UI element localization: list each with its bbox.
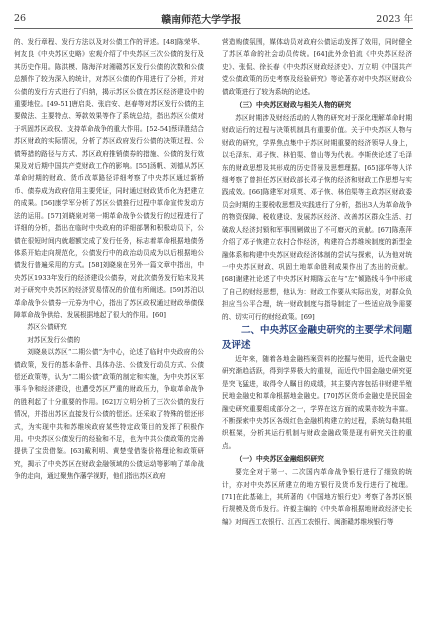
page-number: 26 [14,12,27,24]
header-divider [14,28,413,29]
section-heading: 二、中央苏区金融史研究的主要学术问题及评述 [222,324,413,351]
body-paragraph: 近年来，随着各地金融档案资料的挖掘与使用，近代金融史研究渐趋活跃，得到学界极大的重视，而近代中国金融史研究更是突飞猛进，取得令人瞩目的成绩，其主要内容包括非财建半殖民地金融史和革命根据地金融史。[70]苏区货币金融史是民国金融史研究重要组成部分之一，学界在这方面的成果亦较为丰富。不断探索中央苏区各级红色金融机构建立的过程，系统勾勒其组织框架，分析其运行机制与财政金融政策是现有研究关注的重点。 [222,354,412,450]
body-paragraph: 苏区公债研究 [27,323,67,332]
body-paragraph: 要完全对于第一、二次国内革命战争银行进行了细致的统计，亦对中央苏区所建立的地方银行及货币发行进行了梳理。[71]在此基础上，其所著的《中国地方银行史》考察了各苏区银行规模及货币发行。许毅主编的《中央革命根据地财政经济史长编》对闽西工农银行、江西工农银行、闽浙赣苏维埃银行等 [222,468,412,526]
left-column [14,36,204,483]
right-column [222,36,412,528]
running-header [14,10,413,26]
journal-title: 赣南师范大学学报 [161,14,242,26]
year-label: 2023 年 [376,14,413,25]
body-paragraph: 营造购债氛围，媒体动员对政府公债运动发挥了效用，同时健全了苏区革命的社会动员传统。[64]此外余伯流《中央苏区经济史》、张侃、徐长春《中央苏区财政经济史》、万立明《中国共产党公债政策的历史考察及经验研究》等论著亦对中央苏区财政公债政策进行了较为系统的论述。 [222,38,412,96]
body-paragraph: 苏区时期涉及财经活动的人物的研究对于深化理解革命时期财政运行的过程与决策机制具有重要价值。关于中央苏区人物与财政的研究，学界焦点集中于苏区时期重要的经济领导人身上，以毛泽东、邓子恢、林伯渠、曾山等为代表。李斯侠论述了毛泽东的财政思想及其形成的历史背景及思想理据。[65]邵华等人详细考察了曾担任苏区财政部长邓子恢的经济和财政工作思想与实践成效。[66]陈建军对项英、邓子恢、林伯渠等主政苏区财政委员会时期的主要税收思想及实践进行了分析，指出3人为革命战争的物资保障、税收建设、发展苏区经济、改善苏区群众生活、打破敌人经济封锁和军事围剿做出了不可磨灭的贡献。[67]陈燕萍介绍了邓子恢建立农村合作经济，构建符合苏维埃制度的新型金融体系和构建中央苏区财政经济体制的尝试与探索，认为他对统一中央苏区财政、巩固土地革命胜利成果作出了杰出的贡献。[68]谢建社论述了中央苏区时期陈云在与“左”倾路线斗争中形成了自己的财经思想，他认为：财政工作要从实际出发，对群众负担应当公平合理，统一财政制度与指导制定了一些适应战争需要的、切实可行的财经政策。[69] [222,114,412,321]
subsection-heading: （一）中央苏区金融组织研究 [235,455,324,464]
subsection-heading: （三）中央苏区财政与相关人物的研究 [235,101,352,110]
body-paragraph: 对苏区发行公债的 [27,335,80,344]
body-paragraph: 刘晓泉以苏区“二期公债”为中心，论述了临时中央政府的公债政策，发行的基本条件、具体办法、公债发行动员方式、公债偿还政策等，认为“二期公债”政策的制定和实施，为中央苏区军事斗争和经济建设，也遭受苏区严重的财政压力，争取革命战争的胜利起了十分重要的作用。[62]万立明分析了三次公债的发行情况，并指出苏区直接发行公债的偿还。还采取了特殊的偿还形式，为实现中共和苏维埃政府某些特定政策目的发挥了积极作用。中央苏区公债发行的经验和不足，也为中共公债政策的完善提供了宝贵借鉴。[63]戴利明、黄楚莹借鉴价格理论和政策研究，揭示了中央苏区在财政金融领域的公债运动等影响了革命战争的走向，通过聚焦作藩学视野，他们指出苏区政府 [14,348,204,481]
body-paragraph: 的、发行章程、发行方法以及对公债工作的评述。[48]陈荣华、何友良《中央苏区史略》宏观介绍了中央苏区三次公债的发行及其历史作用。陈洪模、陈海洋对湘赣苏区发行公债的次数和公债总额作了较为深入的统计，对苏区公债的作用进行了分析，并对公债的发行方式进行了归纳，揭示苏区公债在苏区经济建设中的重要地位。[49-51]唐启炎、张启安、赵春等对苏区发行公债的主要做法、主要特点、筹款效果等作了系统总结，指出苏区公债对于巩固苏区政权、支持革命战争的重大作用。[52-54]蔡译胜结合苏区财政的实际情况，分析了苏区政府发行公债的决策过程、公债筹措的路径与方式、苏区政府推销债券的措施、公债的发行效果及对后期中国共产党财政工作的影响。[55]汤帆、刘德从苏区革命时期的财政、货币改革路径详细考察了中央苏区通过新桥币、债券成为政府信用主要凭证，同时通过财政货币化为把建立的成果。[56]康学军分析了苏区公债推行过程中革命宣传发动方法的运用。[57]刘晓泉对第一期革命战争公债发行的过程进行了详细的分析，指出在临时中央政府的详细部署和积极动员下，公债在很短时间内就超额完成了发行任务，标志着革命根据地债务体系开始走向规范化，公债发行中的政治动员成为以后根据地公债发行普遍采用的方式。[58]刘晓泉在另外一篇文章中指出，中央苏区1933年发行的经济建设公债券，对此次债务发行始末及其对于研究中央苏区的经济贸易情况的价值有所阐述。[59]苏泊以革命战争公债券一元券为中心，指出了苏区政权通过财政举债保障革命战争供给、发展根据地起了很大的作用。[60] [14,38,204,319]
